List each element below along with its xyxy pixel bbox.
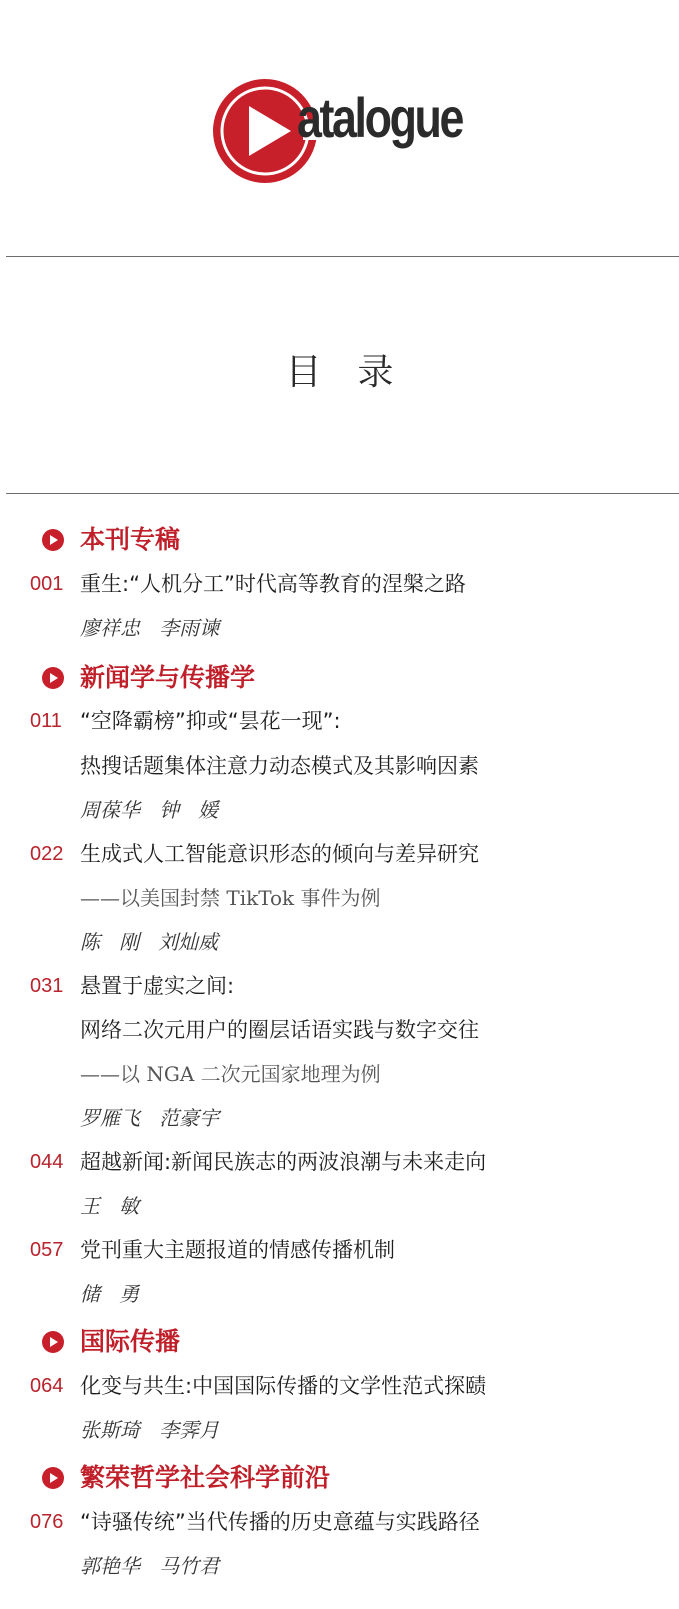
article-authors: 陈 刚 刘灿威: [80, 930, 219, 954]
article-title[interactable]: 悬置于虚实之间:: [80, 974, 235, 998]
article-authors: 王 敏: [80, 1194, 140, 1218]
page-number[interactable]: 022: [30, 843, 64, 865]
article-title-line-2[interactable]: 网络二次元用户的圈层话语实践与数字交往: [80, 1018, 479, 1042]
page-number[interactable]: 044: [30, 1151, 64, 1173]
play-bullet-icon: [42, 667, 64, 689]
page-number[interactable]: 011: [30, 710, 62, 732]
page-number[interactable]: 031: [30, 975, 64, 997]
article-title[interactable]: “诗骚传统”当代传播的历史意蕴与实践路径: [80, 1510, 480, 1534]
page-number[interactable]: 057: [30, 1239, 64, 1261]
article-authors: 廖祥忠 李雨谏: [80, 616, 220, 640]
article-authors: 周葆华 钟 媛: [80, 798, 219, 822]
article-authors: 罗雁飞 范豪宇: [80, 1106, 220, 1130]
article-title[interactable]: “空降霸榜”抑或“昙花一现”:: [80, 709, 341, 733]
section-title: 新闻学与传播学: [80, 663, 256, 692]
page-number[interactable]: 001: [30, 573, 64, 595]
page-number[interactable]: 064: [30, 1375, 64, 1397]
logo-wordmark: atalogue: [297, 86, 463, 149]
section-title: 本刊专稿: [80, 525, 181, 554]
section-title: 国际传播: [80, 1327, 181, 1356]
article-title-line-2[interactable]: 热搜话题集体注意力动态模式及其影响因素: [80, 754, 479, 778]
play-bullet-icon: [42, 529, 64, 551]
page-number[interactable]: 076: [30, 1511, 64, 1533]
article-title[interactable]: 化变与共生:中国国际传播的文学性范式探赜: [80, 1374, 487, 1398]
article-subtitle: ——以 NGA 二次元国家地理为例: [80, 1062, 381, 1086]
play-bullet-icon: [42, 1331, 64, 1353]
article-title[interactable]: 超越新闻:新闻民族志的两波浪潮与未来走向: [80, 1150, 487, 1174]
article-authors: 储 勇: [80, 1282, 140, 1306]
section-title: 繁荣哲学社会科学前沿: [80, 1463, 331, 1492]
article-title[interactable]: 重生:“人机分工”时代高等教育的涅槃之路: [80, 572, 466, 596]
page-title: 目录: [285, 352, 430, 393]
article-subtitle: ——以美国封禁 TikTok 事件为例: [80, 886, 381, 910]
article-authors: 张斯琦 李霁月: [80, 1418, 220, 1442]
article-title[interactable]: 党刊重大主题报道的情感传播机制: [80, 1238, 395, 1262]
play-bullet-icon: [42, 1467, 64, 1489]
article-authors: 郭艳华 马竹君: [80, 1554, 220, 1578]
article-title[interactable]: 生成式人工智能意识形态的倾向与差异研究: [80, 842, 479, 866]
